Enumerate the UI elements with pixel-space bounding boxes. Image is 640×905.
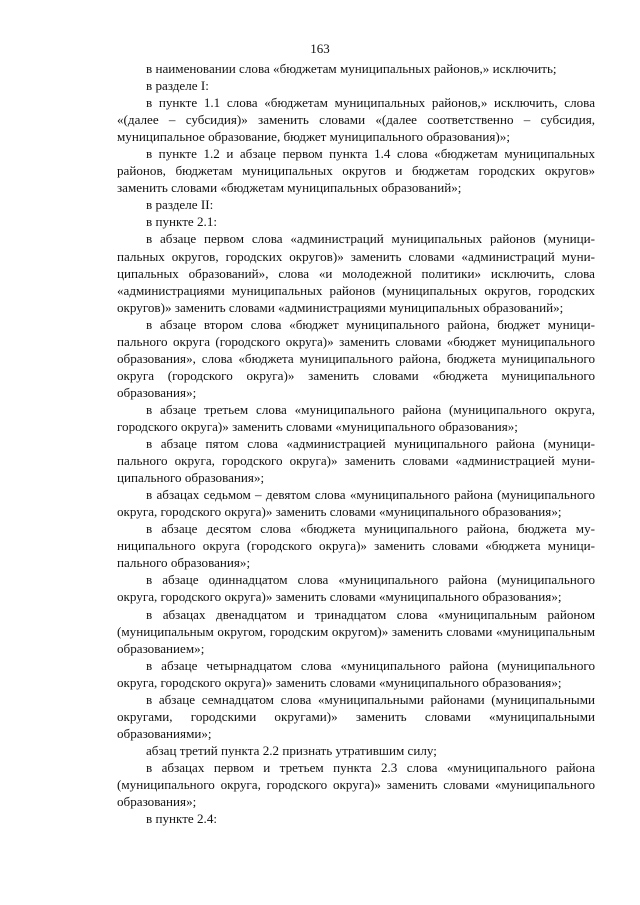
paragraph: в абзаце семнадцатом слова «муниципальными районами (муниципальными округами, городскими округами)» заменить словами «муниципальными образованиями»; (117, 691, 595, 741)
paragraph: в абзацах седьмом – девятом слова «муниципального района (муниципального округа, городского округа)» заменить словами «муниципального образования»; (117, 487, 595, 520)
paragraph: абзац третий пункта 2.2 признать утратившим силу; (146, 742, 437, 758)
paragraph: в пункте 2.1: (146, 214, 218, 230)
paragraph: в абзаце четырнадцатом слова «муниципального района (муниципального округа, городского округа)» заменить словами «муниципального образования»; (117, 657, 595, 690)
paragraph: в абзаце первом слова «администраций муниципальных районов (муниципальных округов, городских округов)» заменить словами «администраций муниципальных образований», слова «и молодежной политики» исключить, слова «администрациями муниципальных районов (муниципальных округов, городских округов)» заменить словами «администрациями муниципальных образований»; (117, 231, 595, 315)
paragraph: в абзаце третьем слова «муниципального района (муниципального округа, городского округа)» заменить словами «муниципального образования»; (117, 401, 595, 434)
paragraph: в разделе II: (146, 197, 214, 213)
paragraph: в абзацах двенадцатом и тринадцатом слова «муниципальным районом (муниципальным округом, городским округом)» заменить словами «муниципальным образованием»; (117, 606, 595, 656)
document-body (117, 60, 595, 827)
paragraph: в пункте 1.1 слова «бюджетам муниципальных районов,» исключить, слова «(далее – субсидия)» заменить словами «(далее соответственно – субсидия, муниципальное образование, бюджет муниципального образования)»; (117, 95, 595, 145)
paragraph: в наименовании слова «бюджетам муниципальных районов,» исключить; (146, 61, 557, 76)
paragraph: в абзацах первом и третьем пункта 2.3 слова «муниципального района (муниципального округа, городского округа)» заменить словами «муниципального образования»; (117, 759, 595, 810)
paragraph: в абзаце втором слова «бюджет муниципального района, бюджет муниципального округа (городского округа)» заменить словами «бюджет муниципального образования», слова «бюджета муниципального района, бюджета муниципального округа (городского округа)» заменить словами «бюджета муниципального образования»; (117, 316, 595, 400)
paragraph: в абзаце пятом слова «администрацией муниципального района (муниципального округа, городского округа)» заменить словами «администрацией муниципального образования»; (117, 436, 595, 486)
paragraph: в абзаце одиннадцатом слова «муниципального района (муниципального округа, городского округа)» заменить словами «муниципального образования»; (117, 572, 595, 605)
paragraph: в разделе I: (146, 78, 209, 94)
page-number: 163 (310, 41, 330, 56)
paragraph: в пункте 2.4: (146, 811, 218, 827)
paragraph: в пункте 1.2 и абзаце первом пункта 1.4 слова «бюджетам муниципальных районов, бюджетам муниципальных округов и бюджетам городских округов» заменить словами «бюджетам муниципальных образований»; (117, 146, 595, 196)
paragraph: в абзаце десятом слова «бюджета муниципального района, бюджета муниципального округа (городского округа)» заменить словами «бюджета муниципального образования»; (117, 521, 595, 571)
